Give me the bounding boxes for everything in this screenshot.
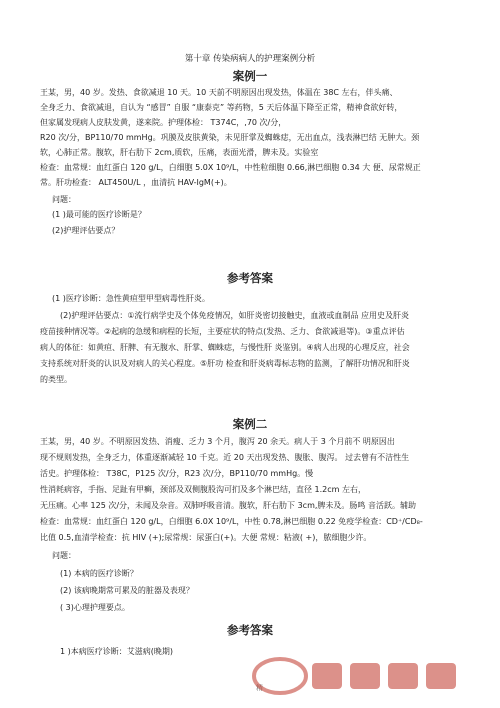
case2-line: 现不规则发热，全身乏力，体重逐渐减轻 10 千克。近 20 天出现发热、腹胀、腹泻。 过去曾有不洁性生: [40, 453, 410, 462]
page-footer-mark: 精: [256, 684, 263, 692]
answer1-line: 支持系统对肝炎的认识及对病人的关心程度。⑤肝功 检查和肝炎病毒标志物的监测，了解肝功情况和肝炎: [40, 359, 410, 368]
case2-heading: 案例二: [232, 417, 268, 431]
case2-question: (1) 本病的医疗诊断？: [60, 569, 138, 578]
watermark-logo: [250, 655, 490, 697]
case1-line: 王某，男，40 岁。发热、食欲减退 10 天。10 天前不明原因出现发热，体温在 38C 左右，伴头痛、: [40, 88, 398, 97]
case1-question: (1 )最可能的医疗诊断是？: [52, 210, 146, 219]
answer1-line: 病人的体征：如黄疸、肝脾、有无腹水、肝掌、蜘蛛痣，与慢性肝 炎鉴别。④病人出现的心理反应，社会: [40, 343, 410, 352]
answer1-heading: 参考答案: [227, 271, 273, 285]
case2-question: (2) 该病晚期常可累及的脏器及表现？: [60, 586, 194, 595]
case2-line: 比值 0.5,血清学检查：抗 HIV (+);尿常规：尿蛋白(+)。大便 常规：粘液( +)，脓细胞少许。: [40, 533, 372, 542]
case1-heading: 案例一: [232, 69, 268, 83]
answer1-line: 的类型。: [40, 375, 72, 384]
case1-line: 但家属发现病人皮肤发黄，遂来院。护理体检： T374C，,70 次/分，: [40, 118, 287, 127]
case1-line: R20 次/分，BP110/70 mmHg。巩膜及皮肤黄染，未见肝掌及蜘蛛痣，无出血点，浅表淋巴结 无肿大。颈: [40, 133, 420, 142]
case1-question: (2)护理评估要点？: [52, 226, 120, 235]
case2-question: ( 3)心理护理要点。: [60, 603, 130, 612]
case2-line: 王某，男，40 岁。不明原因发热、消瘦、乏力 3 个月，腹泻 20 余天。病人于 3 个月前不 明原因出: [40, 437, 395, 446]
case1-line: 检查：血常规：血红蛋白 120 g/L，白细胞 5.0X 10⁹/L，中性粒细胞 0.66,淋巴细胞 0.34 大 便、尿常规正: [40, 163, 421, 172]
case2-line: 活史。护理体检： T38C，P125 次/分，R23 次/分，BP110/70 mmHg。慢: [40, 469, 314, 478]
answer1-line: 疫苗接种情况等。②起病的急缓和病程的长短，主要症状的特点(发热、乏力、食欲减退等)。③重点评估: [40, 327, 405, 336]
case1-line: 软，心肺正常。腹软，肝右肋下 2cm,质软，压痛，表面光滑，脾未及。实验室: [40, 148, 319, 157]
case2-line: 检查：血常规：血红蛋白 120 g/L，白细胞 6.0X 10⁹/L，中性 0.78,淋巴细胞 0.22 免疫学检查：CD⁺/CD₈-: [40, 517, 423, 526]
case2-line: 无压痛。心率 125 次/分，未闻及杂音。双肺呼吸音清。腹软，肝右肋下 3cm,脾未及。肠鸣 音活跃。辅助: [40, 501, 416, 510]
answer2-line: 1 )本病医疗诊断：艾滋病(晚期): [60, 647, 173, 656]
watermark-glyph: [312, 663, 342, 689]
answer1-line: (1 )医疗诊断：急性黄疸型甲型病毒性肝炎。: [52, 294, 210, 303]
watermark-swirl: [254, 659, 306, 693]
case1-line: 全身乏力、食欲减退，自认为 “感冒” 自服 “康泰克” 等药物，5 天后体温下降至正常，精神食欲好转，: [40, 103, 403, 112]
case2-questions-label: 问题：: [52, 551, 76, 560]
case2-line: 性消耗病容，手指、足趾有甲癣，颈部及双侧腹股沟可扪及多个淋巴结，直径 1.2cm 左右，: [40, 485, 366, 494]
watermark-glyph: [426, 663, 456, 689]
watermark-glyph: [388, 663, 418, 689]
case1-questions-label: 问题：: [52, 195, 76, 204]
case1-line: 常。肝功检查： ALT450U/L ，血清抗 HAV-IgM(+)。: [40, 178, 232, 187]
watermark-glyph: [350, 663, 380, 689]
answer1-line: (2)护理评估要点：①流行病学史及个体免疫情况，如肝炎密切接触史，血液或血制品 应用史及肝炎: [60, 311, 410, 320]
chapter-title: 第十章 传染病病人的护理案例分析: [184, 54, 316, 64]
answer2-heading: 参考答案: [227, 623, 273, 637]
